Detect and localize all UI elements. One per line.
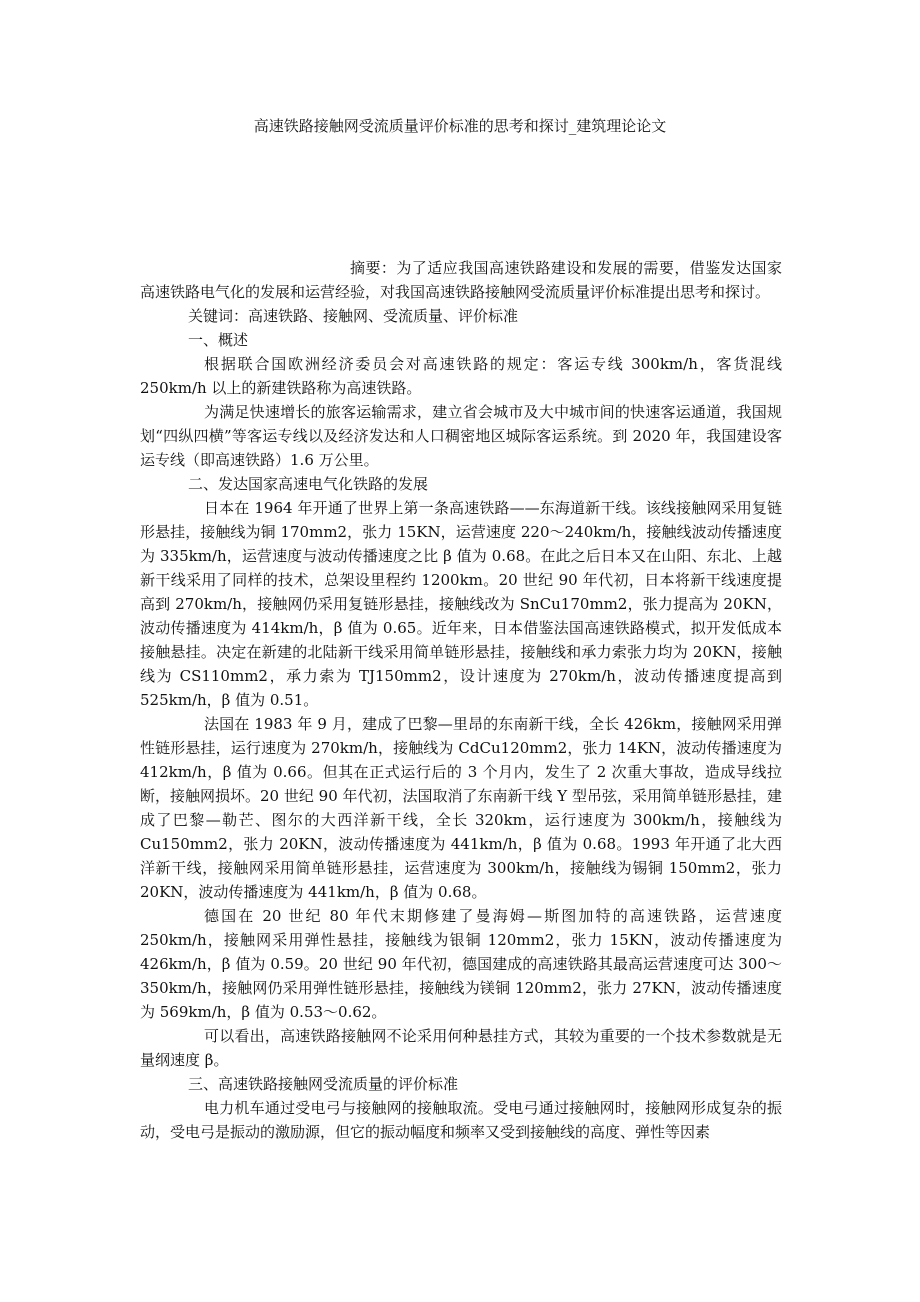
abstract: 摘要：为了适应我国高速铁路建设和发展的需要，借鉴发达国家高速铁路电气化的发展和运营经验，对我国高速铁路接触网受流质量评价标准提出思考和探讨。 [140, 259, 782, 301]
document-title: 高速铁路接触网受流质量评价标准的思考和探讨_建筑理论论文 [253, 117, 667, 135]
section-heading-development: 二、发达国家高速电气化铁路的发展 [188, 475, 429, 493]
paragraph: 电力机车通过受电弓与接触网的接触取流。受电弓通过接触网时，接触网形成复杂的振动，受电弓是振动的激励源，但它的振动幅度和频率又受到接触线的高度、弹性等因素 [140, 1099, 782, 1141]
paragraph: 根据联合国欧洲经济委员会对高速铁路的规定：客运专线 300km/h，客货混线 250km/h 以上的新建铁路称为高速铁路。 [140, 355, 782, 397]
keywords: 关键词：高速铁路、接触网、受流质量、评价标准 [188, 307, 519, 325]
paragraph: 可以看出，高速铁路接触网不论采用何种悬挂方式，其较为重要的一个技术参数就是无量纲速度 β。 [140, 1027, 782, 1069]
section-heading-evaluation: 三、高速铁路接触网受流质量的评价标准 [188, 1075, 459, 1093]
section-heading-overview: 一、概述 [188, 331, 249, 349]
paragraph: 法国在 1983 年 9 月，建成了巴黎—里昂的东南新干线，全长 426km，接触网采用弹性链形悬挂，运行速度为 270km/h，接触线为 CdCu120mm2，张力 14KN，波动传播速度为 412km/h，β 值为 0.66。但其在正式运行后的 3 个月内，发生了 2 次重大事故，造成导线拉断，接触网损坏。20 世纪 90 年代初，法国取消了东南新干线 Y 型吊弦，采用简单链形悬挂，建成了巴黎—勒芒、图尔的大西洋新干线，全长 320km，运行速度为 300km/h，接触线为 Cu150mm2，张力 20KN，波动传播速度为 441km/h，β 值为 0.68。1993 年开通了北大西洋新干线，接触网采用简单链形悬挂，运营速度为 300km/h，接触线为锡铜 150mm2，张力 20KN，波动传播速度为 441km/h，β 值为 0.68。 [140, 715, 782, 901]
paragraph: 日本在 1964 年开通了世界上第一条高速铁路——东海道新干线。该线接触网采用复链形悬挂，接触线为铜 170mm2，张力 15KN，运营速度 220～240km/h，接触线波动传播速度为 335km/h，运营速度与波动传播速度之比 β 值为 0.68。在此之后日本又在山阳、东北、上越新干线采用了同样的技术，总架设里程约 1200km。20 世纪 90 年代初，日本将新干线速度提高到 270km/h，接触网仍采用复链形悬挂，接触线改为 SnCu170mm2，张力提高为 20KN，波动传播速度为 414km/h，β 值为 0.65。近年来，日本借鉴法国高速铁路模式，拟开发低成本接触悬挂。决定在新建的北陆新干线采用简单链形悬挂，接触线和承力索张力均为 20KN，接触线为 CS110mm2，承力索为 TJ150mm2，设计速度为 270km/h，波动传播速度提高到 525km/h，β 值为 0.51。 [140, 499, 782, 709]
paragraph: 德国在 20 世纪 80 年代末期修建了曼海姆—斯图加特的高速铁路，运营速度 250km/h，接触网采用弹性悬挂，接触线为银铜 120mm2，张力 15KN，波动传播速度为 426km/h，β 值为 0.59。20 世纪 90 年代初，德国建成的高速铁路其最高运营速度可达 300～350km/h，接触网仍采用弹性链形悬挂，接触线为镁铜 120mm2，张力 27KN，波动传播速度为 569km/h，β 值为 0.53～0.62。 [140, 907, 782, 1021]
paragraph: 为满足快速增长的旅客运输需求，建立省会城市及大中城市间的快速客运通道，我国规划“四纵四横”等客运专线以及经济发达和人口稠密地区城际客运系统。到 2020 年，我国建设客运专线（即高速铁路）1.6 万公里。 [140, 403, 782, 469]
document-body [140, 256, 782, 1144]
